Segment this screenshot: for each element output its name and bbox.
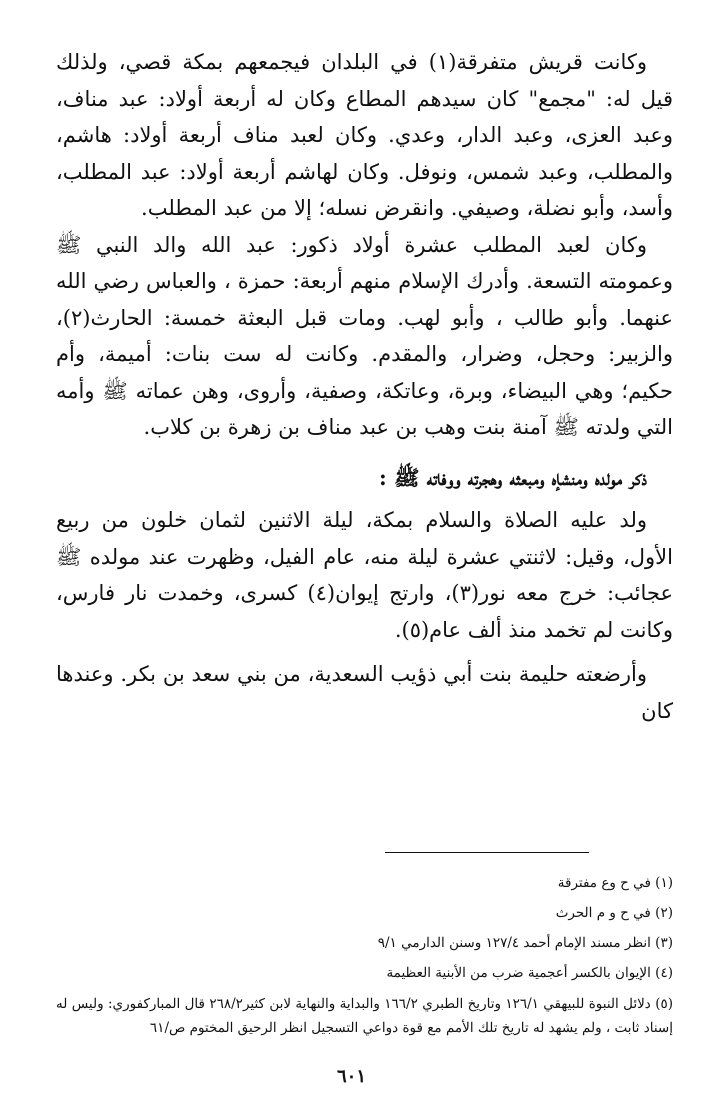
footnote-divider bbox=[385, 852, 589, 853]
footnote-5: (٥) دلائل النبوة للبيهقي ١٢٦/١ وتاريخ الطبري ١٦٦/٢ والبداية والنهاية لابن كثير٢٦٨/٢ قال المباركفوري: وليس له إسناد ثابت ، ولم يشهد له تاريخ تلك الأمم مع قوة دواعي التسجيل انظر الرحيق المختوم ص/٦١ bbox=[56, 996, 674, 1036]
page-number: ٦٠١ bbox=[336, 1066, 366, 1087]
footnote-4: (٤) الإيوان بالكسر أعجمية ضرب من الأبنية العظيمة bbox=[386, 965, 673, 981]
main-text bbox=[56, 44, 673, 729]
footnote-2: (٢) في ح و م الحرث bbox=[555, 905, 673, 921]
footnote-1: (١) في ح وع مفترقة bbox=[557, 875, 673, 891]
footnote-3: (٣) انظر مسند الإمام أحمد ١٢٧/٤ وسنن الدارمي ٩/١ bbox=[377, 935, 673, 951]
paragraph-birth: ولد عليه الصلاة والسلام بمكة، ليلة الاثنين لثمان خلون من ربيع الأول، وقيل: لاثنتي عشرة ليلة منه، عام الفيل، وظهرت عند مولده ﷺ عجائب: خرج معه نور(٣)، وارتج إيوان(٤) كسرى، وخمدت نار فارس، وكانت لم تخمد منذ ألف عام(٥). bbox=[56, 508, 674, 642]
footnotes bbox=[56, 868, 673, 1040]
paragraph-quraysh-lineage: وكانت قريش متفرقة(١) في البلدان فيجمعهم بمكة قصي، ولذلك قيل له: "مجمع" كان سيدهم المطاع وكان له أربعة أولاد: عبد مناف، وعبد العزى، وعبد الدار، وعدي. وكان لعبد مناف أربعة أولاد: هاشم، والمطلب، وعبد شمس، ونوفل. وكان لهاشم أربعة أولاد: عبد المطلب، وأسد، وأبو نضلة، وصيفي. وانقرض نسله؛ إلا من عبد المطلب. bbox=[56, 50, 673, 220]
paragraph-nursing: وأرضعته حليمة بنت أبي ذؤيب السعدية، من بني سعد بن بكر. وعندها كان bbox=[56, 662, 673, 723]
section-heading: ذكر مولده ومنشإه ومبعثه وهجرته ووفاته ﷺ : bbox=[379, 464, 647, 490]
paragraph-abd-al-muttalib-children: وكان لعبد المطلب عشرة أولاد ذكور: عبد الله والد النبي ﷺ وعمومته التسعة. وأدرك الإسلام منهم أربعة: حمزة ، والعباس رضي الله عنهما. وأبو طالب ، وأبو لهب. ومات قبل البعثة خمسة: الحارث(٢)، والزبير: وحجل، وضرار، والمقدم. وكانت له ست بنات: أميمة، وأم حكيم؛ وهي البيضاء، وبرة، وعاتكة، وصفية، وأروى، وهن عماته ﷺ وأمه التي ولدته ﷺ آمنة بنت وهب بن عبد مناف بن زهرة بن كلاب. bbox=[56, 232, 673, 439]
